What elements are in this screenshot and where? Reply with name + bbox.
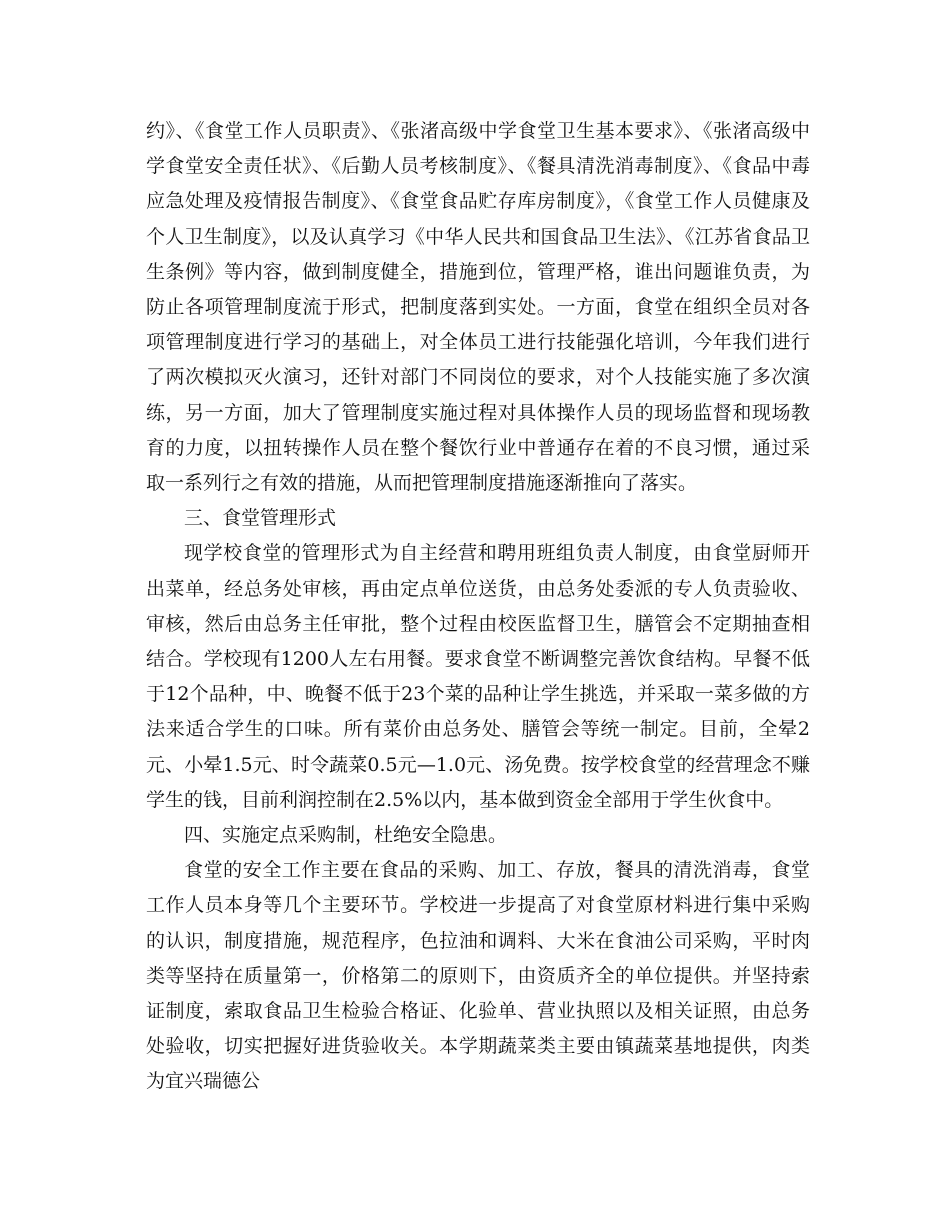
paragraph-management-form: 现学校食堂的管理形式为自主经营和聘用班组负责人制度，由食堂厨师开出菜单，经总务处审核，再由定点单位送货，由总务处委派的专人负责验收、审核，然后由总务主任审批，整个过程由校医监督卫生，膳管会不定期抽查相结合。学校现有1200人左右用餐。要求食堂不断调整完善饮食结构。早餐不低于12个品种，中、晚餐不低于23个菜的品种让学生挑选，并采取一菜多做的方法来适合学生的口味。所有菜价由总务处、膳管会等统一制定。目前，全晕2元、小晕1.5元、时令蔬菜0.5元—1.0元、汤免费。按学校食堂的经营理念不赚学生的钱，目前利润控制在2.5%以内，基本做到资金全部用于学生伙食中。	[146, 542, 810, 811]
paragraph-procurement: 食堂的安全工作主要在食品的采购、加工、存放，餐具的清洗消毒，食堂工作人员本身等几个主要环节。学校进一步提高了对食堂原材料进行集中采购的认识，制度措施，规范程序，色拉油和调料、大米在食油公司采购，平时肉类等坚持在质量第一，价格第二的原则下，由资质齐全的单位提供。并坚持索证制度，索取食品卫生检验合格证、化验单、营业执照以及相关证照，由总务处验收，切实把握好进货验收关。本学期蔬菜类主要由镇蔬菜基地提供，肉类为宜兴瑞德公	[146, 859, 810, 1093]
section-heading-procurement: 四、实施定点采购制，杜绝安全隐患。	[184, 824, 508, 847]
section-heading-canteen-management: 三、食堂管理形式	[184, 507, 337, 530]
paragraph-regulations: 约》、《食堂工作人员职责》、《张渚高级中学食堂卫生基本要求》、《张渚高级中学食堂安全责任状》、《后勤人员考核制度》、《餐具清洗消毒制度》、《食品中毒应急处理及疫情报告制度》、《食堂食品贮存库房制度》，《食堂工作人员健康及个人卫生制度》，以及认真学习《中华人民共和国食品卫生法》、《江苏省食品卫生条例》等内容，做到制度健全，措施到位，管理严格，谁出问题谁负责，为防止各项管理制度流于形式，把制度落到实处。一方面，食堂在组织全员对各项管理制度进行学习的基础上，对全体员工进行技能强化培训，今年我们进行了两次模拟灭火演习，还针对部门不同岗位的要求，对个人技能实施了多次演练，另一方面，加大了管理制度实施过程对具体操作人员的现场监督和现场教育的力度，以扭转操作人员在整个餐饮行业中普通存在着的不良习惯，通过采取一系列行之有效的措施，从而把管理制度措施逐渐推向了落实。	[146, 120, 810, 495]
document-body	[146, 114, 810, 1100]
